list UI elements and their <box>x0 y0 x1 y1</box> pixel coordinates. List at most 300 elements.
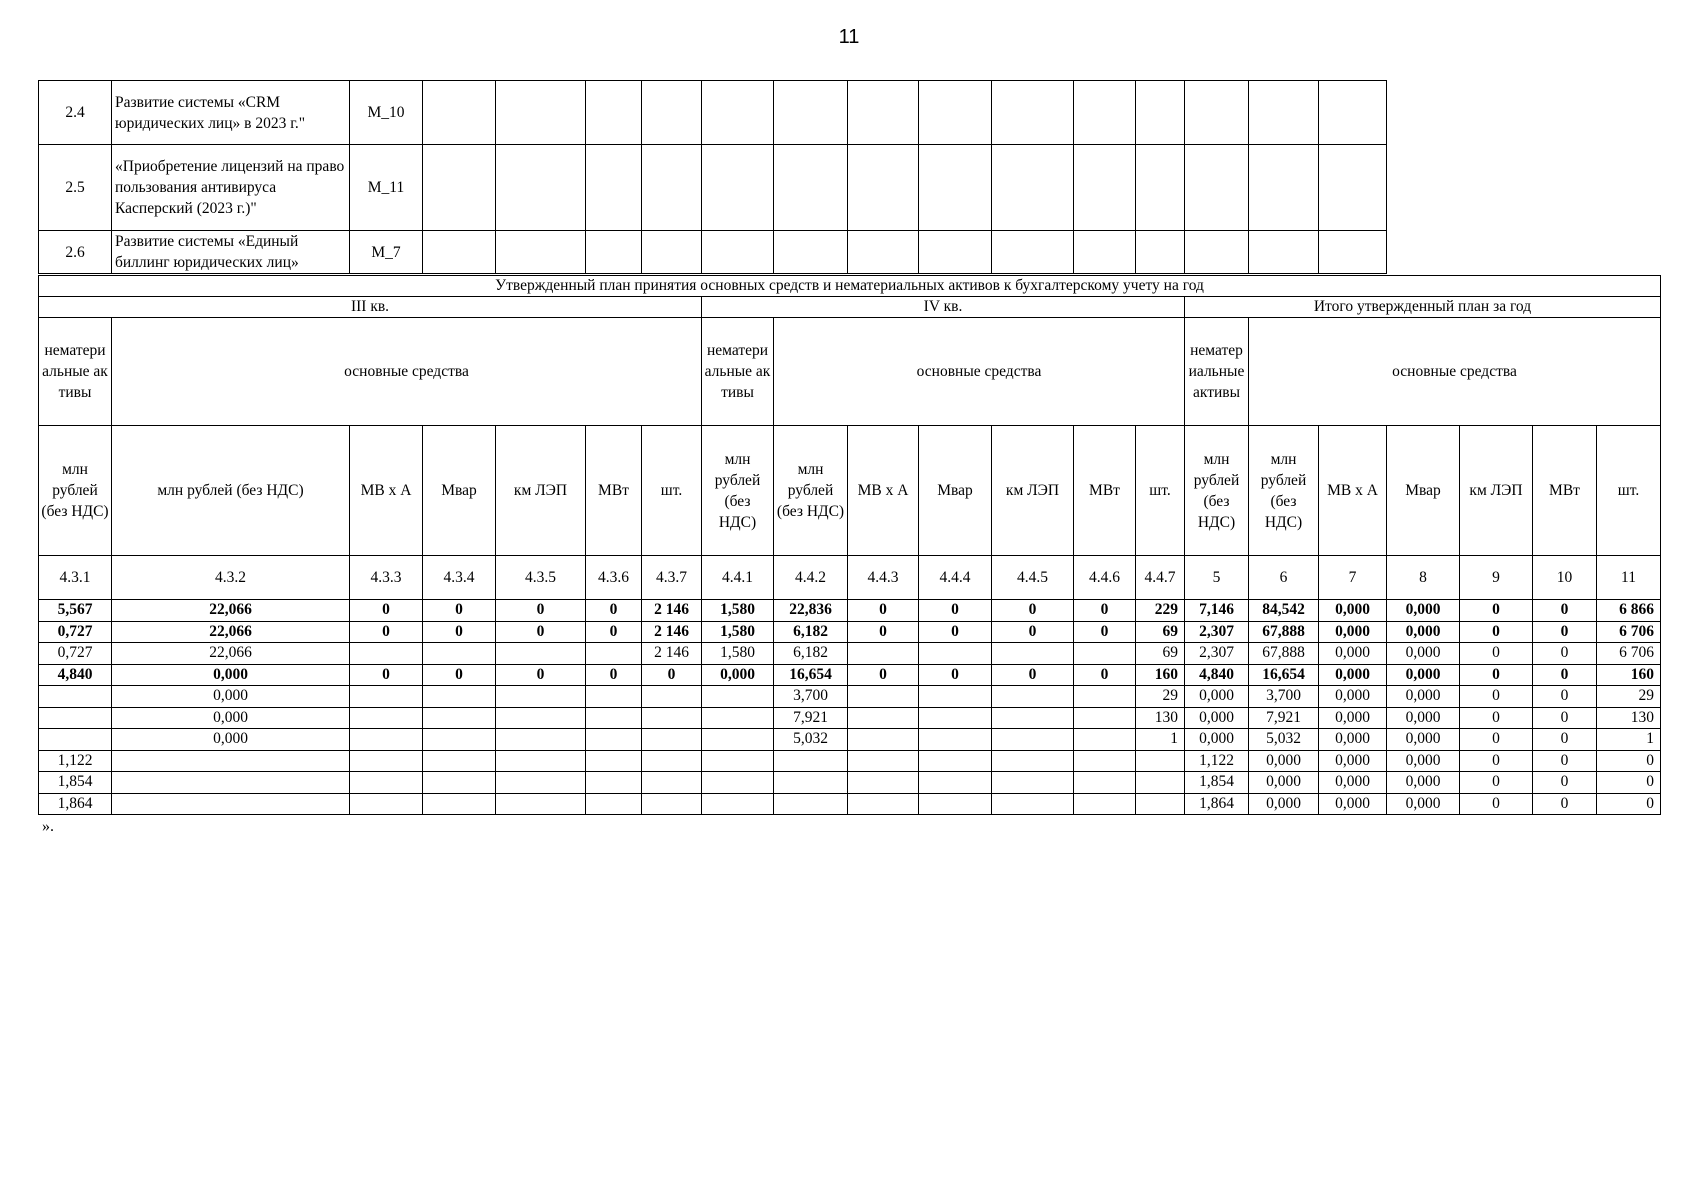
table-cell: 1 <box>1597 729 1661 751</box>
column-code: 11 <box>1597 556 1661 600</box>
empty-cell <box>423 145 496 231</box>
empty-cell <box>1249 231 1319 274</box>
table-cell: 29 <box>1136 686 1185 708</box>
table-cell <box>1074 793 1136 815</box>
table-cell: 0,000 <box>1387 729 1460 751</box>
table-cell: 5,032 <box>774 729 848 751</box>
empty-cell <box>774 145 848 231</box>
table-cell <box>702 686 774 708</box>
table-cell <box>350 750 423 772</box>
table-cell <box>1136 793 1185 815</box>
table-cell: 0 <box>1533 707 1597 729</box>
table-cell <box>586 686 642 708</box>
empty-cell <box>919 145 992 231</box>
table-cell: 0,000 <box>112 729 350 751</box>
table-cell <box>774 772 848 794</box>
empty-cell <box>586 145 642 231</box>
table-cell: 5,567 <box>39 600 112 622</box>
table-cell <box>848 707 919 729</box>
table-cell <box>350 686 423 708</box>
table-cell: 0 <box>423 664 496 686</box>
table-cell: 0 <box>1533 621 1597 643</box>
table-cell: 1,580 <box>702 600 774 622</box>
table-cell <box>992 643 1074 665</box>
unit-header: млн рублей (без НДС) <box>1185 426 1249 556</box>
table-cell: 0 <box>1460 750 1533 772</box>
table-cell: 1,854 <box>1185 772 1249 794</box>
table-cell: 0 <box>1597 793 1661 815</box>
table-cell <box>39 707 112 729</box>
table-cell: 0 <box>586 664 642 686</box>
empty-cell <box>1185 145 1249 231</box>
unit-header: МВт <box>1074 426 1136 556</box>
table-cell: 6 706 <box>1597 643 1661 665</box>
table-cell: 2,307 <box>1185 621 1249 643</box>
table-cell <box>350 707 423 729</box>
column-code: 4.3.7 <box>642 556 702 600</box>
table-row <box>39 664 1661 686</box>
table-cell <box>496 750 586 772</box>
empty-cell <box>586 81 642 145</box>
table-cell: 0 <box>848 664 919 686</box>
table-cell <box>39 729 112 751</box>
table-cell <box>112 793 350 815</box>
table-cell <box>702 707 774 729</box>
table-cell: 0 <box>1460 621 1533 643</box>
table-cell: 2 146 <box>642 600 702 622</box>
column-code: 4.4.1 <box>702 556 774 600</box>
project-code: M_11 <box>350 145 423 231</box>
table-cell <box>496 793 586 815</box>
empty-cell <box>423 81 496 145</box>
table-cell: 1,864 <box>1185 793 1249 815</box>
table-cell: 7,146 <box>1185 600 1249 622</box>
table-cell: 0,000 <box>1185 729 1249 751</box>
unit-header: млн рублей (без НДС) <box>774 426 848 556</box>
empty-cell <box>642 145 702 231</box>
unit-header: МВ x А <box>350 426 423 556</box>
table-row <box>39 600 1661 622</box>
table-cell: 7,921 <box>1249 707 1319 729</box>
project-number: 2.5 <box>39 145 112 231</box>
table-cell <box>992 686 1074 708</box>
table-cell: 0 <box>1460 793 1533 815</box>
table-cell: 0,000 <box>1319 643 1387 665</box>
table-cell: 0 <box>1460 664 1533 686</box>
table-cell: 0,000 <box>1319 621 1387 643</box>
table-cell <box>586 643 642 665</box>
table-cell: 0,000 <box>1249 793 1319 815</box>
table-cell <box>1074 772 1136 794</box>
table-cell: 67,888 <box>1249 643 1319 665</box>
table-cell: 0,000 <box>702 664 774 686</box>
empty-cell <box>1185 231 1249 274</box>
table-cell: 3,700 <box>1249 686 1319 708</box>
table-cell: 16,654 <box>774 664 848 686</box>
table-cell <box>992 750 1074 772</box>
table-cell: 6,182 <box>774 621 848 643</box>
table-cell: 0,000 <box>112 686 350 708</box>
table-cell: 84,542 <box>1249 600 1319 622</box>
empty-cell <box>848 81 919 145</box>
empty-cell <box>642 81 702 145</box>
table-cell: 0 <box>919 664 992 686</box>
table-cell: 0,000 <box>1185 686 1249 708</box>
table-cell: 0 <box>642 664 702 686</box>
table-cell: 0,000 <box>1319 729 1387 751</box>
table-row <box>39 643 1661 665</box>
table-cell: 0 <box>1533 772 1597 794</box>
total-fixed-assets-header: основные средства <box>1249 318 1661 426</box>
table-cell: 0,000 <box>1387 600 1460 622</box>
table-cell: 3,700 <box>774 686 848 708</box>
table-cell <box>39 686 112 708</box>
table-cell: 0 <box>1460 643 1533 665</box>
table-cell: 4,840 <box>1185 664 1249 686</box>
empty-cell <box>1136 81 1185 145</box>
table-cell: 0,000 <box>1319 793 1387 815</box>
unit-header: Мвар <box>919 426 992 556</box>
table-cell: 16,654 <box>1249 664 1319 686</box>
table-cell <box>423 643 496 665</box>
table-row <box>39 707 1661 729</box>
total-header: Итого утвержденный план за год <box>1185 297 1661 318</box>
table-cell <box>642 707 702 729</box>
column-code: 4.3.5 <box>496 556 586 600</box>
table-row <box>39 621 1661 643</box>
project-code: M_10 <box>350 81 423 145</box>
table-cell: 22,066 <box>112 621 350 643</box>
table-row <box>39 686 1661 708</box>
column-code: 9 <box>1460 556 1533 600</box>
table-cell: 0 <box>992 621 1074 643</box>
table-cell: 0 <box>1460 707 1533 729</box>
table-cell <box>1136 772 1185 794</box>
table-cell <box>642 793 702 815</box>
empty-cell <box>774 231 848 274</box>
table-cell <box>112 750 350 772</box>
table-cell: 1,122 <box>39 750 112 772</box>
table-cell: 0,000 <box>1387 793 1460 815</box>
column-code: 4.3.4 <box>423 556 496 600</box>
table-cell <box>586 707 642 729</box>
table-cell: 0,000 <box>1387 686 1460 708</box>
table-cell <box>919 793 992 815</box>
table-cell: 22,836 <box>774 600 848 622</box>
table-cell: 0 <box>496 621 586 643</box>
table-row <box>39 793 1661 815</box>
total-intangible-header: нематериальные активы <box>1185 318 1249 426</box>
column-code: 4.4.3 <box>848 556 919 600</box>
table-cell: 1,122 <box>1185 750 1249 772</box>
column-code: 4.4.6 <box>1074 556 1136 600</box>
table-cell <box>848 686 919 708</box>
column-code: 4.3.6 <box>586 556 642 600</box>
table-cell: 29 <box>1597 686 1661 708</box>
empty-cell <box>1185 81 1249 145</box>
table-cell <box>496 772 586 794</box>
unit-header: млн рублей (без НДС) <box>702 426 774 556</box>
unit-header: Мвар <box>1387 426 1460 556</box>
table-cell <box>919 707 992 729</box>
column-code: 8 <box>1387 556 1460 600</box>
empty-cell <box>702 231 774 274</box>
table-cell: 4,840 <box>39 664 112 686</box>
table-cell: 0 <box>1460 686 1533 708</box>
q4-fixed-assets-header: основные средства <box>774 318 1185 426</box>
table-cell <box>774 750 848 772</box>
table-cell: 0,000 <box>1319 750 1387 772</box>
table-cell: 0 <box>1533 793 1597 815</box>
table-cell: 0 <box>1533 750 1597 772</box>
table-cell: 0,000 <box>1387 621 1460 643</box>
table-cell <box>992 729 1074 751</box>
table-cell <box>848 643 919 665</box>
table-cell: 1,854 <box>39 772 112 794</box>
table-cell: 7,921 <box>774 707 848 729</box>
unit-header: Мвар <box>423 426 496 556</box>
empty-cell <box>1074 231 1136 274</box>
unit-header: млн рублей (без НДС) <box>1249 426 1319 556</box>
table-cell: 0,000 <box>1387 707 1460 729</box>
table-cell: 0 <box>1533 664 1597 686</box>
q3-intangible-header: нематериальные активы <box>39 318 112 426</box>
unit-header: МВ x А <box>848 426 919 556</box>
unit-header: млн рублей (без НДС) <box>112 426 350 556</box>
column-code: 4.4.5 <box>992 556 1074 600</box>
table-cell: 0,000 <box>1387 643 1460 665</box>
table-cell <box>702 729 774 751</box>
table-cell <box>496 729 586 751</box>
table-cell: 0,727 <box>39 621 112 643</box>
column-code: 7 <box>1319 556 1387 600</box>
unit-header: км ЛЭП <box>496 426 586 556</box>
empty-cell <box>774 81 848 145</box>
table-cell: 0,000 <box>1319 707 1387 729</box>
project-name: «Приобретение лицензий на право пользования антивируса Касперский (2023 г.)" <box>112 145 350 231</box>
table-cell: 0 <box>1597 750 1661 772</box>
plan-table <box>38 275 1661 815</box>
table-cell: 0,727 <box>39 643 112 665</box>
q3-fixed-assets-header: основные средства <box>112 318 702 426</box>
table-cell <box>1074 643 1136 665</box>
table-cell: 0,000 <box>1387 664 1460 686</box>
project-row <box>39 145 1387 231</box>
table-cell: 0 <box>1533 600 1597 622</box>
empty-cell <box>702 81 774 145</box>
table-cell <box>423 729 496 751</box>
table-row <box>39 750 1661 772</box>
table-cell: 6 706 <box>1597 621 1661 643</box>
empty-cell <box>1136 231 1185 274</box>
table-cell <box>919 772 992 794</box>
table-cell: 1,580 <box>702 643 774 665</box>
table-cell: 0 <box>919 621 992 643</box>
empty-cell <box>1249 81 1319 145</box>
table-cell <box>702 793 774 815</box>
table-cell: 0 <box>1533 686 1597 708</box>
table-cell <box>350 729 423 751</box>
table-cell: 160 <box>1136 664 1185 686</box>
unit-header: км ЛЭП <box>992 426 1074 556</box>
table-cell: 160 <box>1597 664 1661 686</box>
table-cell: 0,000 <box>1387 772 1460 794</box>
table-cell: 130 <box>1136 707 1185 729</box>
table-cell <box>702 772 774 794</box>
table-cell <box>350 643 423 665</box>
project-number: 2.6 <box>39 231 112 274</box>
empty-cell <box>1074 81 1136 145</box>
table-cell <box>1074 686 1136 708</box>
table-cell: 0 <box>586 600 642 622</box>
table-cell: 22,066 <box>112 643 350 665</box>
table-cell: 0 <box>423 621 496 643</box>
table-cell <box>1074 750 1136 772</box>
q3-header: III кв. <box>39 297 702 318</box>
table-cell <box>586 729 642 751</box>
table-cell: 2,307 <box>1185 643 1249 665</box>
table-cell <box>992 707 1074 729</box>
table-cell: 0 <box>1533 643 1597 665</box>
table-cell: 0 <box>919 600 992 622</box>
table-cell: 0 <box>1074 664 1136 686</box>
table-cell <box>848 793 919 815</box>
table-cell: 0,000 <box>112 664 350 686</box>
empty-cell <box>992 81 1074 145</box>
project-code: M_7 <box>350 231 423 274</box>
table-cell: 2 146 <box>642 621 702 643</box>
table-cell: 1 <box>1136 729 1185 751</box>
table-cell: 0 <box>992 600 1074 622</box>
unit-header: шт. <box>642 426 702 556</box>
q4-intangible-header: нематериальные активы <box>702 318 774 426</box>
table-cell: 0,000 <box>1319 686 1387 708</box>
table-cell: 0,000 <box>1387 750 1460 772</box>
unit-header: млн рублей (без НДС) <box>39 426 112 556</box>
table-cell <box>702 750 774 772</box>
table-cell: 67,888 <box>1249 621 1319 643</box>
table-cell <box>423 707 496 729</box>
table-cell <box>919 686 992 708</box>
empty-cell <box>919 81 992 145</box>
table-cell <box>496 707 586 729</box>
table-cell: 0,000 <box>1319 772 1387 794</box>
table-cell <box>848 750 919 772</box>
table-cell <box>642 772 702 794</box>
table-cell: 0 <box>1460 729 1533 751</box>
table-cell: 0,000 <box>1249 750 1319 772</box>
table-cell: 130 <box>1597 707 1661 729</box>
footnote: ». <box>42 818 54 835</box>
empty-cell <box>1249 145 1319 231</box>
table-cell <box>586 750 642 772</box>
table-cell: 0 <box>350 621 423 643</box>
table-row <box>39 772 1661 794</box>
table-cell: 0 <box>350 600 423 622</box>
empty-cell <box>496 231 586 274</box>
column-code: 5 <box>1185 556 1249 600</box>
empty-cell <box>1074 145 1136 231</box>
table-cell: 0 <box>1533 729 1597 751</box>
table-cell: 0 <box>1597 772 1661 794</box>
column-code: 4.3.1 <box>39 556 112 600</box>
column-code: 4.4.7 <box>1136 556 1185 600</box>
table-cell: 0,000 <box>112 707 350 729</box>
table-cell <box>848 772 919 794</box>
table-cell: 0 <box>1460 772 1533 794</box>
table-row <box>39 729 1661 751</box>
table-cell <box>112 772 350 794</box>
table-cell <box>350 772 423 794</box>
empty-cell <box>848 145 919 231</box>
table-cell <box>1074 729 1136 751</box>
table-cell <box>774 793 848 815</box>
unit-header: МВ x А <box>1319 426 1387 556</box>
table-cell <box>496 686 586 708</box>
table-cell: 69 <box>1136 643 1185 665</box>
table-cell: 0 <box>1460 600 1533 622</box>
table-cell: 0,000 <box>1185 707 1249 729</box>
empty-cell <box>496 145 586 231</box>
unit-header: шт. <box>1597 426 1661 556</box>
project-list-table <box>38 80 1387 274</box>
empty-cell <box>1136 145 1185 231</box>
table-cell <box>423 772 496 794</box>
q4-header: IV кв. <box>702 297 1185 318</box>
table-cell: 0 <box>496 600 586 622</box>
table-cell <box>423 686 496 708</box>
column-code: 4.3.3 <box>350 556 423 600</box>
table-cell <box>586 772 642 794</box>
table-cell <box>642 686 702 708</box>
table-cell: 229 <box>1136 600 1185 622</box>
table-cell <box>642 729 702 751</box>
table-cell <box>919 643 992 665</box>
empty-cell <box>423 231 496 274</box>
table-cell: 1,864 <box>39 793 112 815</box>
column-code: 10 <box>1533 556 1597 600</box>
table-cell: 69 <box>1136 621 1185 643</box>
table-cell <box>642 750 702 772</box>
table-cell <box>919 729 992 751</box>
table-cell <box>992 793 1074 815</box>
table-cell: 0 <box>848 621 919 643</box>
empty-cell <box>992 231 1074 274</box>
table-cell <box>919 750 992 772</box>
empty-cell <box>1319 81 1387 145</box>
empty-cell <box>848 231 919 274</box>
unit-header: шт. <box>1136 426 1185 556</box>
table-cell: 0,000 <box>1319 664 1387 686</box>
project-row <box>39 231 1387 274</box>
project-row <box>39 81 1387 145</box>
table-cell: 0 <box>496 664 586 686</box>
empty-cell <box>496 81 586 145</box>
table-cell <box>992 772 1074 794</box>
empty-cell <box>919 231 992 274</box>
project-number: 2.4 <box>39 81 112 145</box>
table-cell: 6 866 <box>1597 600 1661 622</box>
project-name: Развитие системы «CRM юридических лиц» в 2023 г." <box>112 81 350 145</box>
empty-cell <box>1319 145 1387 231</box>
column-code: 4.4.2 <box>774 556 848 600</box>
table-cell: 0 <box>1074 621 1136 643</box>
unit-header: км ЛЭП <box>1460 426 1533 556</box>
empty-cell <box>642 231 702 274</box>
table-cell <box>350 793 423 815</box>
table-cell: 0 <box>1074 600 1136 622</box>
table-cell <box>423 793 496 815</box>
